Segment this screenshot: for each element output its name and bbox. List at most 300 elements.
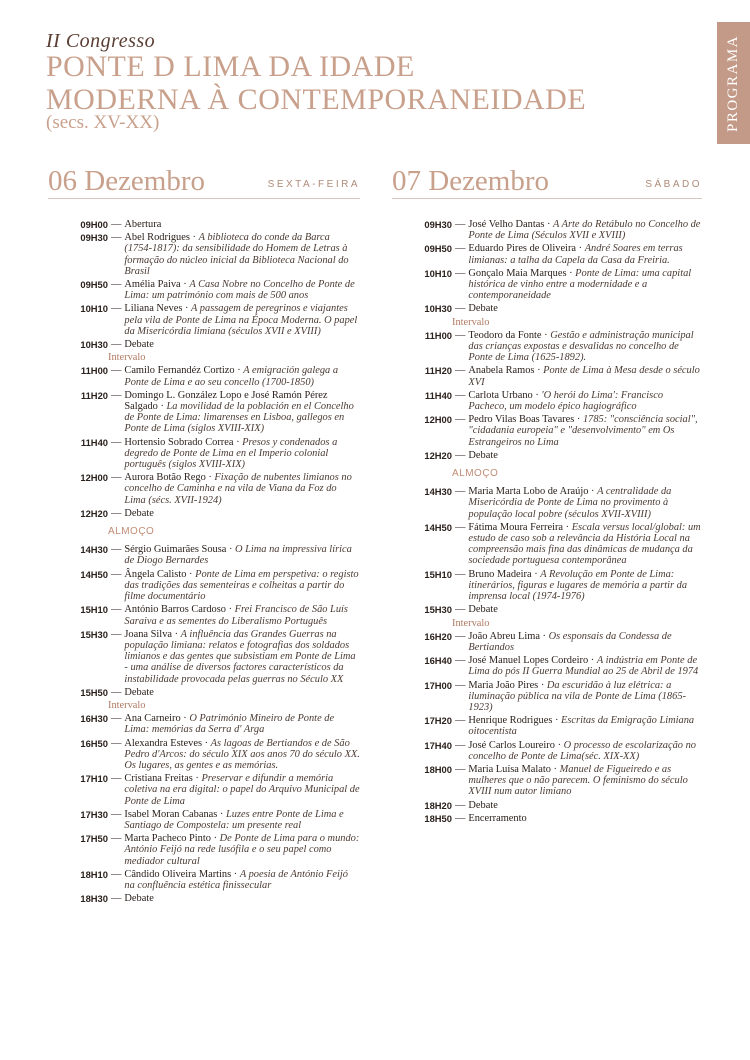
speaker-name: Carlota Urbano: [468, 389, 533, 401]
item-time: 09H00: [80, 219, 108, 230]
item-content: [468, 800, 702, 811]
congress-label: II Congresso: [46, 30, 156, 52]
item-content: [468, 740, 702, 762]
talk-title: A Casa Nobre no Concelho de Ponte de Lima: um património com mais de 500 anos: [124, 279, 355, 302]
schedule-item: [392, 486, 702, 520]
speaker-name: Pedro Vilas Boas Tavares: [468, 414, 575, 426]
schedule-item: [48, 893, 360, 904]
item-time: 18H30: [80, 893, 108, 905]
time-separator: —: [455, 267, 466, 279]
title-separator: ·: [217, 808, 226, 820]
item-time: 12H00: [424, 414, 452, 426]
talk-title: André Soares em terras limianas: a talha da Capela da Casa da Freiria.: [468, 243, 683, 266]
schedule-item: [48, 339, 360, 350]
talk-title: A poesia de António Feijó na confluência estética finissecular: [124, 868, 348, 891]
time-separator: —: [455, 763, 466, 775]
schedule-item: [392, 764, 702, 798]
talk-title: A influência das Grandes Guerras na população limiana: relatos e fotografias dos soldados limianos e das gentes que subsistiam em Ponte de Lima - uma análise de diversos factores característicos da instabilidade provocada pelas guerras no Século XX: [124, 628, 356, 685]
time-separator: —: [111, 544, 122, 556]
time-separator: —: [111, 279, 122, 291]
item-time: 14H30: [424, 486, 452, 498]
schedule-item: [48, 869, 360, 891]
day-weekday: SÁBADO: [645, 179, 702, 190]
title-separator: ·: [182, 303, 192, 315]
item-time: 10H10: [80, 303, 108, 315]
item-content: [124, 738, 360, 772]
schedule-item: [392, 450, 702, 461]
talk-title: La movilidad de la población en el Concelho de Ponte de Lima: limarenses en Lisboa, gallegos en Ponte de Lima (siglos XVIII-XIX): [124, 401, 354, 435]
title-separator: ·: [192, 773, 202, 785]
schedule-item: [48, 833, 360, 867]
time-separator: —: [455, 655, 466, 667]
time-separator: —: [455, 329, 466, 341]
schedule-day-2: [392, 219, 702, 826]
item-time: 18H50: [424, 812, 452, 824]
item-content: [468, 522, 702, 567]
title-separator: ·: [531, 568, 541, 580]
item-content: [468, 631, 702, 653]
talk-title: Ponte de Lima em perspetiva: o registo das tradições das sementeiras e colheitas a partir do filme documentário: [124, 568, 359, 603]
speaker-name: João Abreu Lima: [468, 630, 540, 642]
break-label: Intervalo: [108, 352, 146, 364]
speaker-name: Ângela Calisto: [124, 568, 187, 580]
schedule-item: [392, 800, 702, 811]
break-label: Intervalo: [452, 617, 490, 629]
item-content: [468, 604, 702, 615]
schedule-item: [392, 365, 702, 387]
time-separator: —: [111, 365, 122, 377]
item-time: 16H50: [80, 737, 108, 749]
speaker-name: Ana Carneiro: [124, 713, 181, 725]
speaker-name: Eduardo Pires de Oliveira: [468, 243, 577, 255]
schedule-item: [392, 243, 702, 265]
title-separator: ·: [180, 279, 190, 291]
time-separator: —: [455, 812, 466, 824]
title-line-1: PONTE D LIMA DA IDADE: [46, 50, 415, 83]
item-content: [124, 544, 360, 566]
speaker-name: Debate: [124, 507, 154, 519]
title-separator: ·: [576, 243, 585, 255]
time-separator: —: [111, 604, 122, 616]
time-separator: —: [455, 568, 466, 580]
time-separator: —: [111, 507, 122, 519]
talk-title: As lagoas de Bertiandos e de São Pedro d'Arcos: do século XIX aos anos 70 do século XX. Os lugares, as gentes e as memórias.: [124, 737, 360, 771]
item-content: [468, 486, 702, 520]
speaker-name: Teodoro da Fonte: [468, 329, 542, 341]
day-weekday: SEXTA-FEIRA: [267, 179, 360, 190]
item-time: 16H20: [424, 630, 452, 642]
page-title: [46, 50, 586, 116]
item-content: [124, 219, 360, 230]
item-time: 16H40: [424, 655, 452, 667]
talk-title: 1785: "consciência social", "cidadania europeia" e "desenvolvimento" em Os Estrangeiros no Lima: [468, 414, 698, 448]
schedule-item: [392, 330, 702, 364]
item-content: [468, 680, 702, 714]
time-separator: —: [111, 303, 122, 315]
speaker-name: José Manuel Lopes Cordeiro: [468, 655, 589, 667]
talk-title: A passagem de peregrinos e viajantes pela vila de Ponte de Lima na Época Moderna. O papel da Misericórdia limiana (séculos XVII e XVIII): [124, 303, 358, 337]
title-separator: ·: [563, 521, 572, 533]
item-time: 11H00: [80, 365, 108, 377]
item-time: 10H30: [80, 339, 108, 351]
schedule-item: [392, 680, 702, 714]
item-time: 15H30: [424, 604, 452, 616]
title-separator: ·: [210, 833, 220, 845]
item-content: [124, 687, 360, 698]
speaker-name: Debate: [124, 339, 154, 351]
time-separator: —: [455, 715, 466, 727]
item-content: [468, 715, 702, 737]
schedule-item: [48, 437, 360, 471]
item-content: [124, 303, 360, 337]
speaker-name: Sérgio Guimarães Sousa: [124, 544, 227, 556]
speaker-name: Debate: [124, 686, 154, 698]
item-content: [468, 365, 702, 387]
schedule-item: [392, 303, 702, 314]
time-separator: —: [111, 339, 122, 351]
title-separator: ·: [226, 544, 236, 556]
schedule-item: [48, 472, 360, 506]
break-label: Intervalo: [108, 699, 146, 711]
programa-tab: [717, 22, 750, 144]
time-separator: —: [111, 737, 122, 749]
title-separator: ·: [566, 267, 576, 279]
schedule-item: [392, 604, 702, 615]
speaker-name: Cristiana Freitas: [124, 773, 193, 785]
schedule-item: [392, 631, 702, 653]
item-content: [124, 472, 360, 506]
speaker-name: Abertura: [124, 219, 162, 230]
break-label: Intervalo: [452, 316, 490, 328]
title-separator: ·: [231, 868, 240, 880]
item-time: 14H50: [424, 521, 452, 533]
item-content: [468, 219, 702, 241]
talk-title: A indústria em Ponte de Lima do pós II Guerra Mundial ao 25 de Abril de 1974: [468, 655, 699, 678]
time-separator: —: [111, 713, 122, 725]
item-time: 15H30: [80, 628, 108, 640]
speaker-name: Anabela Ramos: [468, 365, 535, 377]
title-separator: ·: [574, 414, 583, 426]
speaker-name: Bruno Madeira: [468, 568, 532, 580]
time-separator: —: [111, 833, 122, 845]
item-content: [468, 764, 702, 798]
talk-title: Fixação de nubentes limianos no concelho de Caminha e na vila de Viana da Foz do Lima (sécs. XVII-1924): [124, 472, 352, 506]
title-separator: ·: [532, 389, 542, 401]
time-separator: —: [455, 243, 466, 255]
item-time: 16H30: [80, 713, 108, 725]
schedule-item: [48, 303, 360, 337]
title-separator: ·: [541, 329, 551, 341]
schedule-item: [48, 232, 360, 277]
speaker-name: Fátima Moura Ferreira: [468, 521, 564, 533]
talk-title: Da escuridão à luz elétrica: a iluminação pública na vila de Ponte de Lima (1865-1923): [468, 679, 686, 713]
title-separator: ·: [544, 219, 554, 230]
time-separator: —: [111, 436, 122, 448]
speaker-name: Amélia Paiva: [124, 279, 181, 291]
item-time: 11H20: [80, 389, 108, 401]
speaker-name: Liliana Neves: [124, 303, 183, 315]
time-separator: —: [111, 219, 122, 230]
talk-title: A Arte do Retábulo no Concelho de Ponte de Lima (Séculos XVII e XVIII): [468, 219, 701, 242]
time-separator: —: [455, 799, 466, 811]
title-line-2: MODERNA À CONTEMPORANEIDADE: [46, 83, 587, 116]
time-separator: —: [111, 232, 122, 244]
item-time: 17H50: [80, 833, 108, 845]
time-separator: —: [455, 414, 466, 426]
item-time: 09H30: [424, 219, 452, 230]
item-content: [468, 330, 702, 364]
schedule-item: [48, 773, 360, 807]
time-separator: —: [111, 808, 122, 820]
title-separator: ·: [538, 679, 547, 691]
time-separator: —: [111, 472, 122, 484]
schedule-item: [48, 544, 360, 566]
schedule-item: [48, 219, 360, 230]
day-header-1: [48, 165, 360, 199]
title-separator: ·: [225, 604, 235, 616]
item-time: 17H40: [424, 739, 452, 751]
item-content: [468, 414, 702, 448]
item-content: [468, 268, 702, 302]
item-content: [468, 655, 702, 677]
item-content: [124, 869, 360, 891]
schedule-item: [392, 414, 702, 448]
speaker-name: Henrique Rodrigues: [468, 715, 553, 727]
schedule-day-1: [48, 219, 360, 906]
item-time: 09H50: [424, 243, 452, 255]
schedule-item: [48, 569, 360, 603]
schedule-item: [392, 655, 702, 677]
time-separator: —: [455, 219, 466, 230]
talk-title: Escala versus local/global: um estudo de caso sob a relevância da História Local na compreensão mais fina das dinâmicas de mudança da sociedade portuguesa contemporânea: [468, 521, 701, 567]
schedule-item: [48, 687, 360, 698]
day-header-2: [392, 165, 702, 199]
item-content: [124, 713, 360, 735]
item-time: 15H10: [80, 604, 108, 616]
talk-title: O processo de escolarização no concelho de Ponte de Lima(séc. XIX-XX): [468, 739, 696, 762]
speaker-name: Debate: [468, 449, 498, 461]
speaker-name: Alexandra Esteves: [124, 737, 203, 749]
speaker-name: Maria João Pires: [468, 679, 539, 691]
speaker-name: Isabel Moran Cabanas: [124, 808, 218, 820]
day-date: 07 Dezembro: [392, 165, 550, 197]
schedule-item: [392, 268, 702, 302]
speaker-name: Joana Silva: [124, 628, 173, 640]
item-time: 10H30: [424, 303, 452, 315]
talk-title: Ponte de Lima à Mesa desde o século XVI: [468, 365, 700, 388]
speaker-name: Gonçalo Maia Marques: [468, 267, 567, 279]
item-content: [468, 243, 702, 265]
time-separator: —: [111, 568, 122, 580]
schedule-item: [48, 713, 360, 735]
schedule-item: [392, 522, 702, 567]
item-content: [124, 508, 360, 519]
item-time: 18H10: [80, 868, 108, 880]
item-time: 15H50: [80, 686, 108, 698]
lunch-label: ALMOÇO: [108, 526, 155, 538]
speaker-name: Cândido Oliveira Martins: [124, 868, 232, 880]
speaker-name: António Barros Cardoso: [124, 604, 226, 616]
talk-title: A emigración galega a Ponte de Lima e ao seu concello (1700-1850): [124, 365, 339, 388]
time-separator: —: [111, 686, 122, 698]
item-time: 14H30: [80, 544, 108, 556]
schedule-item: [48, 629, 360, 685]
item-content: [124, 437, 360, 471]
title-separator: ·: [550, 763, 560, 775]
item-time: 11H40: [424, 389, 452, 401]
speaker-name: Maria Marta Lobo de Araújo: [468, 486, 589, 498]
time-separator: —: [455, 365, 466, 377]
item-content: [124, 232, 360, 277]
speaker-name: Marta Pacheco Pinto: [124, 833, 211, 845]
lunch-label: ALMOÇO: [452, 468, 499, 480]
item-content: [124, 390, 360, 435]
speaker-name: Aurora Botão Rego: [124, 472, 206, 484]
title-separator: ·: [205, 472, 215, 484]
speaker-name: Camilo Fernandéz Cortizo: [124, 365, 235, 377]
schedule-item: [392, 390, 702, 412]
talk-title: O Lima na impressiva lírica de Diogo Bernardes: [124, 544, 352, 567]
schedule-item: [48, 365, 360, 387]
time-separator: —: [455, 389, 466, 401]
title-separator: ·: [157, 401, 167, 413]
title-separator: ·: [186, 568, 196, 580]
time-separator: —: [455, 604, 466, 616]
item-time: 09H50: [80, 279, 108, 291]
speaker-name: Debate: [124, 893, 154, 905]
title-separator: ·: [554, 739, 564, 751]
title-separator: ·: [189, 232, 199, 244]
item-time: 11H20: [424, 365, 452, 377]
item-content: [468, 813, 702, 824]
speaker-name: Domingo L. González Lopo e José Ramón Pérez Salgado: [124, 389, 328, 413]
item-time: 12H20: [80, 507, 108, 519]
item-time: 10H10: [424, 267, 452, 279]
title-separator: ·: [552, 715, 562, 727]
item-content: [124, 773, 360, 807]
schedule-item: [392, 740, 702, 762]
item-content: [468, 303, 702, 314]
talk-title: Os esponsais da Condessa de Bertiandos: [468, 630, 672, 653]
talk-title: O Património Mineiro de Ponte de Lima: memórias da Serra d' Arga: [124, 713, 335, 736]
schedule-item: [48, 508, 360, 519]
title-separator: ·: [233, 436, 243, 448]
speaker-name: Abel Rodrigues: [124, 232, 190, 244]
talk-title: A Revolução em Ponte de Lima: itinerários, figuras e lugares de memória a partir da imprensa local (1974-1976): [468, 568, 688, 603]
talk-title: Presos y condenados a degredo de Ponte de Lima en el Imperio colonial português (siglos XVIII-XIX): [124, 436, 338, 471]
schedule-item: [392, 219, 702, 241]
item-content: [124, 279, 360, 301]
item-content: [468, 450, 702, 461]
schedule-item: [48, 809, 360, 831]
item-content: [124, 339, 360, 350]
title-separator: ·: [588, 486, 598, 498]
speaker-name: Maria Luísa Malato: [468, 763, 551, 775]
talk-title: A centralidade da Misericórdia de Ponte de Lima no provimento à população local pobre (séculos XVII-XVIII): [468, 486, 672, 520]
programa-tab-label: PROGRAMA: [725, 34, 741, 132]
schedule-item: [392, 569, 702, 603]
talk-title: Escritas da Emigração Limiana oitocentista: [468, 715, 695, 738]
item-time: 12H00: [80, 472, 108, 484]
schedule-item: [392, 715, 702, 737]
speaker-name: Debate: [468, 799, 498, 811]
schedule-item: [48, 604, 360, 626]
item-time: 15H10: [424, 568, 452, 580]
item-content: [124, 833, 360, 867]
time-separator: —: [455, 449, 466, 461]
day-date: 06 Dezembro: [48, 165, 206, 197]
talk-title: 'O herói do Lima': Francisco Pacheco, um modelo épico hagiográfico: [468, 389, 664, 413]
speaker-name: Hortensio Sobrado Correa: [124, 436, 234, 448]
time-separator: —: [111, 893, 122, 905]
talk-title: De Ponte de Lima para o mundo: António Feijó na rede lusófila e o seu papel como mediador cultural: [124, 833, 360, 867]
speaker-name: Encerramento: [468, 812, 527, 824]
time-separator: —: [111, 868, 122, 880]
item-time: 12H20: [424, 449, 452, 461]
time-separator: —: [455, 679, 466, 691]
talk-title: Manuel de Figueiredo e as mulheres que o não parecem. O feminismo do século XVIII num autor limiano: [468, 763, 688, 798]
item-time: 17H10: [80, 773, 108, 785]
talk-title: Preservar e difundir a memória coletiva na era digital: o papel do Arquivo Municipal de Ponte de Lima: [124, 773, 360, 807]
title-separator: ·: [539, 630, 549, 642]
schedule-item: [392, 813, 702, 824]
item-time: 17H30: [80, 808, 108, 820]
talk-title: Gestão e administração municipal das crianças expostas e desvalidas no concelho de Ponte de Lima (1625-1892).: [468, 329, 694, 364]
title-separator: ·: [588, 655, 597, 667]
speaker-name: José Velho Dantas: [468, 219, 545, 230]
talk-title: A biblioteca do conde da Barca (1754-1817): da sensibilidade do Homem de Letras à formação do núcleo inicial da Biblioteca Nacional do Brasil: [124, 232, 349, 277]
title-separator: ·: [180, 713, 190, 725]
schedule-item: [48, 390, 360, 435]
item-time: 17H20: [424, 715, 452, 727]
item-content: [468, 569, 702, 603]
time-separator: —: [111, 773, 122, 785]
page-subtitle: (secs. XV-XX): [46, 112, 160, 133]
talk-title: Ponte de Lima: uma capital histórica de vinho entre a modernidade e a contemporaneidade: [468, 267, 692, 302]
speaker-name: Debate: [468, 604, 498, 616]
schedule-item: [48, 738, 360, 772]
time-separator: —: [455, 630, 466, 642]
speaker-name: Debate: [468, 303, 498, 315]
time-separator: —: [455, 303, 466, 315]
schedule-item: [48, 279, 360, 301]
time-separator: —: [455, 486, 466, 498]
talk-title: Luzes entre Ponte de Lima e Santiago de Compostela: um presente real: [124, 808, 344, 831]
title-separator: ·: [234, 365, 244, 377]
time-separator: —: [111, 628, 122, 640]
item-time: 14H50: [80, 568, 108, 580]
time-separator: —: [455, 521, 466, 533]
item-time: 18H20: [424, 799, 452, 811]
item-time: 17H00: [424, 679, 452, 691]
item-content: [124, 365, 360, 387]
talk-title: Frei Francisco de São Luís Saraiva e as sementes do Liberalismo Português: [124, 604, 348, 627]
item-content: [124, 893, 360, 904]
item-content: [124, 604, 360, 626]
item-time: 09H30: [80, 232, 108, 244]
title-separator: ·: [202, 737, 211, 749]
time-separator: —: [455, 739, 466, 751]
time-separator: —: [111, 389, 122, 401]
title-separator: ·: [172, 628, 181, 640]
item-content: [124, 569, 360, 603]
speaker-name: José Carlos Loureiro: [468, 739, 555, 751]
item-time: 11H00: [424, 329, 452, 341]
item-content: [124, 809, 360, 831]
item-content: [468, 390, 702, 412]
title-separator: ·: [534, 365, 544, 377]
item-time: 18H00: [424, 763, 452, 775]
